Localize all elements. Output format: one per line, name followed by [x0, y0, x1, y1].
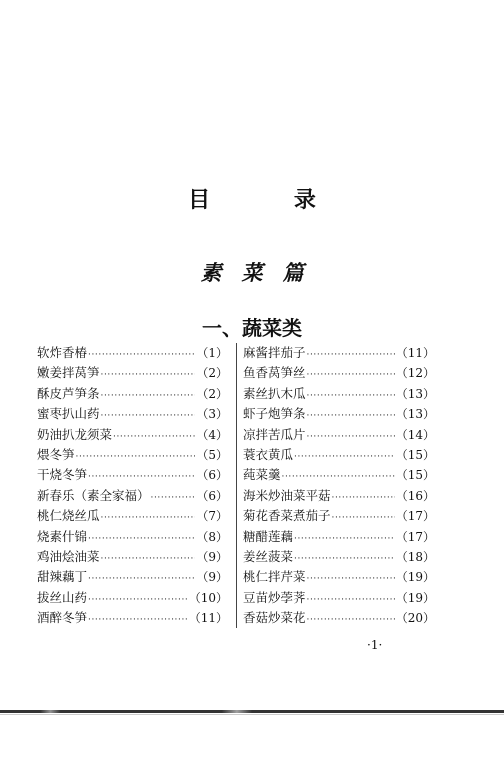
toc-entry — [243, 527, 435, 547]
toc-entry-page: （15） — [395, 468, 435, 483]
toc-entry-title: 蜜枣扒山药 — [37, 406, 100, 422]
dot-leader — [307, 569, 395, 589]
toc-entry-page: （10） — [188, 590, 228, 605]
toc-entry-page: （14） — [395, 427, 435, 442]
toc-entry-title: 糖醋莲藕 — [243, 528, 294, 544]
dot-leader — [307, 345, 395, 365]
toc-entry — [243, 567, 435, 587]
toc-entry-page: （13） — [395, 407, 435, 422]
toc-entry-page: （20） — [395, 611, 435, 626]
toc-entry-title: 麻酱拌茄子 — [243, 345, 306, 360]
toc-entry-page: （19） — [395, 570, 435, 585]
toc-entry — [37, 363, 228, 383]
toc-entry-title: 虾子炮笋条 — [243, 406, 306, 422]
toc-entry-page: （2） — [196, 386, 228, 401]
toc-entry — [243, 404, 435, 424]
toc-entry-title: 凉拌苦瓜片 — [243, 426, 306, 442]
toc-entry-page: （16） — [395, 488, 435, 503]
dot-leader — [101, 508, 196, 528]
section-heading: 一、蔬菜类 — [202, 316, 302, 340]
toc-entry-page: （6） — [196, 488, 228, 503]
toc-entry-title: 莼菜羹 — [243, 467, 281, 483]
toc-entry — [37, 567, 228, 587]
toc-entry-title: 甜辣藕丁 — [37, 569, 88, 585]
toc-entry-page: （4） — [196, 427, 228, 442]
toc-entry-title: 奶油扒龙须菜 — [37, 426, 113, 442]
toc-entry-title: 菊花香菜煮茄子 — [243, 508, 331, 524]
toc-entry — [37, 404, 228, 424]
toc-entry — [243, 465, 435, 485]
toc-entry-page: （18） — [395, 549, 435, 564]
dot-leader — [101, 406, 196, 426]
dot-leader — [101, 549, 196, 569]
toc-entry-page: （6） — [196, 468, 228, 483]
dot-leader — [294, 549, 395, 569]
toc-entry-page: （15） — [395, 447, 435, 462]
toc-entry-title: 桃仁拌芹菜 — [243, 569, 306, 585]
toc-entry-page: （11） — [188, 611, 228, 626]
toc-entry-title: 鸡油烩油菜 — [37, 548, 100, 564]
column-divider — [236, 343, 237, 628]
toc-entry-page: （2） — [196, 366, 228, 381]
dot-leader — [307, 590, 395, 610]
toc-entry-title: 嫩姜拌莴笋 — [37, 365, 100, 381]
toc-entry-page: （7） — [196, 509, 228, 524]
toc-entry — [37, 384, 228, 404]
toc-entry — [243, 486, 435, 506]
toc-entry-page: （1） — [196, 346, 228, 360]
toc-left-column — [37, 343, 228, 628]
toc-right-column — [243, 343, 435, 628]
dot-leader — [88, 345, 195, 365]
toc-entry — [243, 343, 435, 363]
dot-leader — [88, 590, 188, 610]
toc-entry-page: （9） — [196, 570, 228, 585]
toc-entry-page: （19） — [395, 590, 435, 605]
toc-entry — [243, 506, 435, 526]
toc-entry-title: 豆苗炒荸荠 — [243, 589, 306, 605]
dot-leader — [113, 427, 195, 447]
dot-leader — [294, 447, 395, 467]
toc-entry — [37, 465, 228, 485]
toc-entry — [37, 608, 228, 628]
part-heading: 素菜篇 — [200, 260, 324, 285]
toc-entry-title: 软炸香椿 — [37, 345, 88, 360]
dot-leader — [88, 529, 195, 549]
toc-entry-title: 烧素什锦 — [37, 528, 88, 544]
dot-leader — [88, 610, 188, 630]
toc-entry-title: 蓑衣黄瓜 — [243, 446, 294, 462]
dot-leader — [332, 488, 395, 508]
scan-edge-line-faint — [0, 714, 504, 715]
toc-entry — [37, 425, 228, 445]
dot-leader — [307, 365, 395, 385]
page-title: 目 录 — [188, 187, 354, 213]
dot-leader — [307, 427, 395, 447]
toc-entry-title: 桃仁烧丝瓜 — [37, 508, 100, 524]
dot-leader — [307, 386, 395, 406]
toc-entry-page: （9） — [196, 549, 228, 564]
dot-leader — [151, 488, 196, 508]
toc-entry-title: 干烧冬笋 — [37, 467, 88, 483]
dot-leader — [88, 467, 195, 487]
toc-entry-page: （8） — [196, 529, 228, 544]
toc-entry-title: 酒醉冬笋 — [37, 610, 88, 626]
toc-entry-page: （13） — [395, 386, 435, 401]
toc-entry-page: （11） — [395, 346, 435, 360]
toc-entry — [37, 445, 228, 465]
toc-entry — [243, 445, 435, 465]
toc-entry-page: （17） — [395, 509, 435, 524]
toc-entry — [243, 608, 435, 628]
toc-entry — [243, 425, 435, 445]
scan-edge-line — [0, 710, 504, 713]
toc-entry-title: 海米炒油菜平菇 — [243, 487, 331, 503]
toc-entry — [243, 588, 435, 608]
toc-entry-title: 拔丝山药 — [37, 589, 88, 605]
toc-entry — [243, 384, 435, 404]
dot-leader — [307, 406, 395, 426]
dot-leader — [307, 610, 395, 630]
dot-leader — [294, 529, 395, 549]
dot-leader — [332, 508, 395, 528]
dot-leader — [282, 467, 395, 487]
toc-entry — [37, 486, 228, 506]
toc-entry-title: 酥皮芦笋条 — [37, 385, 100, 401]
dot-leader — [88, 569, 195, 589]
toc-entry — [37, 527, 228, 547]
toc-entry-page: （3） — [196, 407, 228, 422]
toc-entry-title: 姜丝菠菜 — [243, 548, 294, 564]
toc-entry-title: 煨冬笋 — [37, 446, 75, 462]
page-number: ·1· — [367, 638, 383, 652]
toc-entry — [243, 363, 435, 383]
dot-leader — [101, 365, 196, 385]
toc-entry — [37, 588, 228, 608]
toc-entry-title: 香菇炒菜花 — [243, 610, 306, 626]
toc-entry-title: 鱼香莴笋丝 — [243, 365, 306, 381]
toc-entry-title: 素丝扒木瓜 — [243, 385, 306, 401]
dot-leader — [101, 386, 196, 406]
toc-entry — [37, 343, 228, 363]
toc-entry — [37, 506, 228, 526]
toc-entry — [37, 547, 228, 567]
toc-entry — [243, 547, 435, 567]
dot-leader — [76, 447, 196, 467]
toc-entry-page: （17） — [395, 529, 435, 544]
toc-entry-page: （5） — [196, 447, 228, 462]
toc-entry-page: （12） — [395, 366, 435, 381]
toc-entry-title: 新春乐（素全家福） — [37, 487, 150, 503]
